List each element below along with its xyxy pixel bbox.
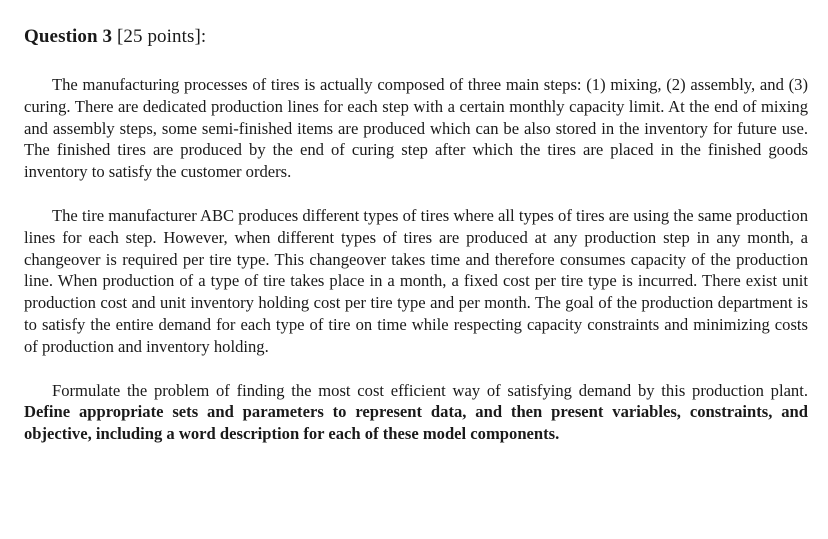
question-heading [24, 26, 808, 48]
paragraph-manufacturing-process: The manufacturing processes of tires is actually composed of three main steps: (1) mixing, (2) assembly, and (3) curing. There are dedicated production lines for each step with a certain monthly capacity limit. At the end of mixing and assembly steps, some semi-finished items are produced which can be also stored in the inventory for future use. The finished tires are produced by the end of curing step after which the tires are placed in the finished goods inventory to satisfy the customer orders. [24, 75, 808, 182]
question-points: [25 points]: [116, 26, 207, 47]
formulation-text: Formulate the problem of finding the most cost efficient way of satisfying demand by this production plant. [52, 380, 808, 400]
question-title: Question 3 [24, 26, 113, 47]
paragraph-tire-manufacturer: The tire manufacturer ABC produces different types of tires where all types of tires are using the same production lines for each step. However, when different types of tires are produced at any production step in any month, a changeover is required per tire type. This changeover takes time and therefore consumes capacity of the production line. When production of a type of tire takes place in a month, a fixed cost per tire type is incurred. There exist unit production cost and unit inventory holding cost per tire type and per month. The goal of the production department is to satisfy the entire demand for each type of tire on time while respecting capacity constraints and minimizing costs of production and inventory holding. [24, 205, 808, 356]
formulation-instructions: Define appropriate sets and parameters to represent data, and then present variables, constraints, and objective, including a word description for each of these model components. [24, 402, 808, 444]
document-page [24, 26, 808, 467]
paragraph-formulation-task [24, 380, 808, 445]
